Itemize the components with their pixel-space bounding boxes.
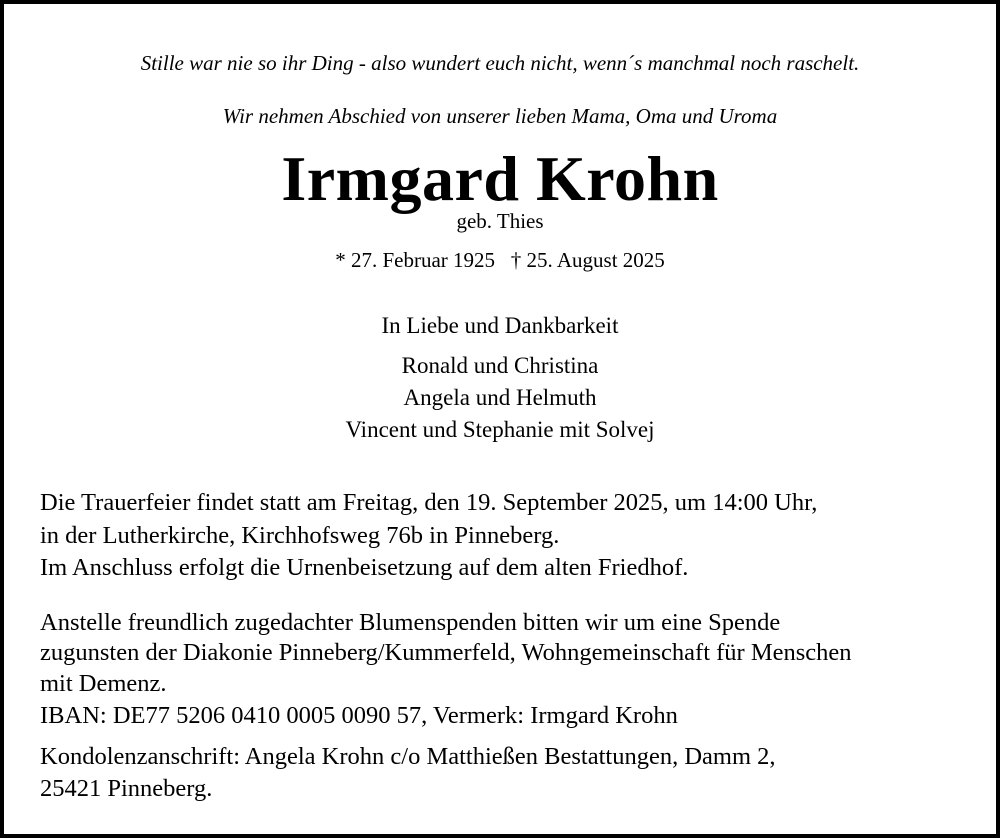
death-date: † 25. August 2025 xyxy=(510,248,665,272)
condolence-line: 25421 Pinneberg. xyxy=(40,775,213,802)
condolence-line: Kondolenzanschrift: Angela Krohn c/o Matthießen Bestattungen, Damm 2, xyxy=(40,743,776,770)
service-line: in der Lutherkirche, Kirchhofsweg 76b in Pinneberg. xyxy=(40,522,560,549)
mourner: Ronald und Christina xyxy=(401,353,599,378)
donation-line: Anstelle freundlich zugedachter Blumenspenden bitten wir um eine Spende xyxy=(40,609,781,636)
donation-line: mit Demenz. xyxy=(40,670,167,697)
mourner: Vincent und Stephanie mit Solvej xyxy=(345,417,655,442)
intro: Wir nehmen Abschied von unserer lieben Mama, Oma und Uroma xyxy=(222,104,778,128)
motto: Stille war nie so ihr Ding - also wundert euch nicht, wenn´s manchmal noch raschelt. xyxy=(140,51,860,75)
birth-date: * 27. Februar 1925 xyxy=(335,248,496,272)
maiden-name: geb. Thies xyxy=(456,209,544,233)
service-line: Im Anschluss erfolgt die Urnenbeisetzung auf dem alten Friedhof. xyxy=(40,554,689,581)
service-line: Die Trauerfeier findet statt am Freitag, den 19. September 2025, um 14:00 Uhr, xyxy=(40,489,818,516)
donation-line: zugunsten der Diakonie Pinneberg/Kummerfeld, Wohngemeinschaft für Menschen xyxy=(40,639,852,666)
iban-line: IBAN: DE77 5206 0410 0005 0090 57, Vermerk: Irmgard Krohn xyxy=(40,702,678,729)
deceased-name: Irmgard Krohn xyxy=(281,143,719,214)
life-dates xyxy=(4,248,996,273)
mourner: Angela und Helmuth xyxy=(403,385,597,410)
dedication: In Liebe und Dankbarkeit xyxy=(381,313,619,338)
